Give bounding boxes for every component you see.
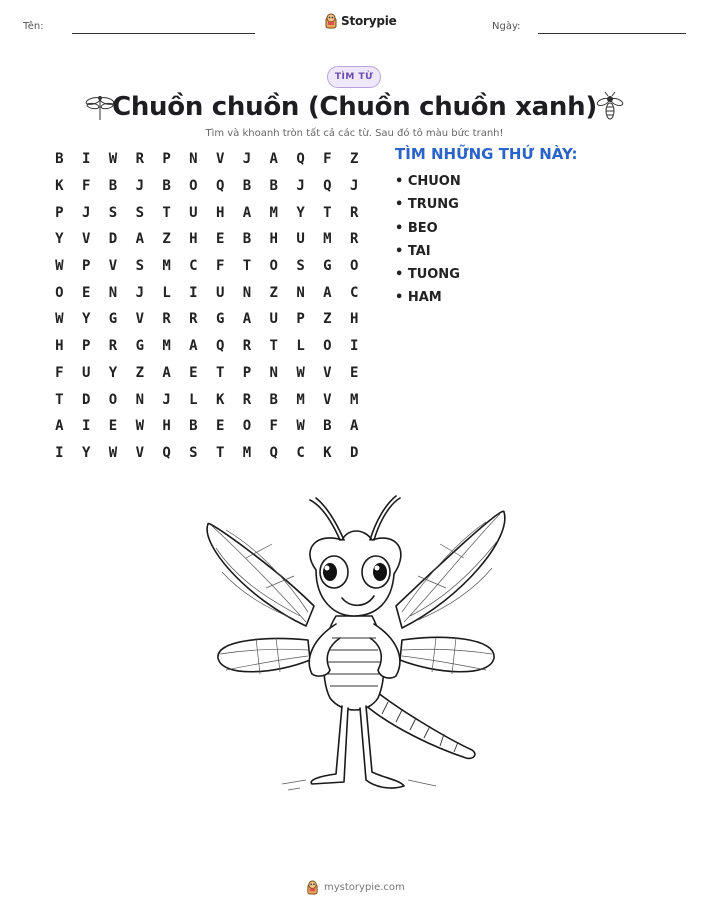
grid-cell[interactable]: C [189, 258, 198, 275]
grid-cell[interactable]: Y [81, 311, 91, 328]
grid-cell[interactable]: V [215, 151, 225, 168]
grid-cell[interactable]: F [323, 151, 332, 168]
grid-cell[interactable]: U [81, 364, 91, 381]
grid-cell[interactable]: H [55, 338, 64, 355]
grid-cell[interactable]: Q [215, 178, 225, 195]
grid-cell[interactable]: H [349, 311, 359, 328]
grid-cell[interactable]: Y [108, 364, 118, 381]
grid-cell[interactable]: I [349, 338, 359, 355]
grid-cell[interactable]: L [296, 338, 305, 355]
grid-cell[interactable]: V [108, 258, 118, 275]
grid-cell[interactable]: W [108, 151, 118, 168]
grid-cell[interactable]: Z [162, 231, 171, 248]
storypie-footer-icon [306, 880, 319, 895]
grid-cell[interactable]: Y [81, 444, 91, 461]
activity-badge: TÌM TỪ [327, 66, 381, 88]
grid-cell[interactable]: W [108, 444, 118, 461]
grid-cell[interactable]: F [81, 178, 91, 195]
grid-cell[interactable]: B [242, 231, 252, 248]
grid-cell[interactable]: A [242, 204, 252, 221]
word-list-item: • TAI [395, 243, 431, 259]
grid-cell[interactable]: E [108, 418, 118, 435]
brand-name: Storypie [341, 14, 397, 28]
grid-cell[interactable]: L [162, 284, 171, 301]
grid-cell[interactable]: O [55, 284, 64, 301]
storypie-logo-icon [324, 13, 338, 29]
grid-cell[interactable]: J [242, 151, 252, 168]
page-title: Chuồn chuồn (Chuồn chuồn xanh) [112, 92, 597, 122]
letter-grid[interactable] [46, 146, 368, 466]
grid-cell[interactable]: N [135, 391, 144, 408]
name-label: Tên: [23, 21, 44, 32]
grid-cell[interactable]: Q [215, 338, 225, 355]
grid-cell[interactable]: O [269, 258, 278, 275]
grid-cell[interactable]: V [81, 231, 91, 248]
grid-cell[interactable]: D [108, 231, 118, 248]
grid-cell[interactable]: J [349, 178, 359, 195]
grid-cell[interactable]: M [296, 391, 305, 408]
grid-cell[interactable]: B [323, 418, 332, 435]
word-list-item: • TRUNG [395, 197, 459, 213]
grid-cell[interactable]: T [215, 444, 225, 461]
grid-cell[interactable]: J [81, 204, 91, 221]
grid-cell[interactable]: I [81, 151, 91, 168]
grid-cell[interactable]: M [349, 391, 359, 408]
grid-cell[interactable]: R [108, 338, 118, 355]
grid-cell[interactable]: T [242, 258, 252, 275]
grid-cell[interactable]: K [55, 178, 64, 195]
grid-cell[interactable]: P [296, 311, 305, 328]
grid-cell[interactable]: N [108, 284, 118, 301]
grid-cell[interactable]: P [162, 151, 171, 168]
grid-cell[interactable]: Q [269, 444, 278, 461]
grid-cell[interactable]: T [162, 204, 171, 221]
grid-cell[interactable]: A [189, 338, 198, 355]
word-list-item: • CHUON [395, 174, 461, 189]
grid-cell[interactable]: A [135, 231, 144, 248]
grid-cell[interactable]: T [269, 338, 278, 355]
grid-cell[interactable]: A [269, 151, 278, 168]
grid-cell[interactable]: S [189, 444, 198, 461]
grid-cell[interactable]: D [81, 391, 91, 408]
grid-cell[interactable]: H [215, 204, 225, 221]
cartoon-dragonfly-illustration [196, 488, 514, 798]
grid-cell[interactable]: U [296, 231, 305, 248]
grid-cell[interactable]: Z [135, 364, 144, 381]
grid-cell[interactable]: S [135, 204, 144, 221]
grid-cell[interactable]: T [55, 391, 64, 408]
grid-cell[interactable]: M [162, 338, 171, 355]
grid-cell[interactable]: C [296, 444, 305, 461]
grid-cell[interactable]: J [135, 178, 144, 195]
grid-cell[interactable]: W [55, 258, 64, 275]
instructions: Tìm và khoanh tròn tất cả các từ. Sau đó tô màu bức tranh! [205, 128, 504, 139]
grid-cell[interactable]: A [55, 418, 64, 435]
grid-cell[interactable]: C [349, 284, 359, 301]
grid-cell[interactable]: Z [269, 284, 278, 301]
grid-cell[interactable]: V [323, 391, 332, 408]
grid-cell[interactable]: D [349, 444, 359, 461]
grid-cell[interactable]: Y [55, 231, 64, 248]
grid-cell[interactable]: V [323, 364, 332, 381]
date-field[interactable] [538, 33, 686, 34]
grid-cell[interactable]: R [189, 311, 198, 328]
grid-cell[interactable]: A [349, 418, 359, 435]
grid-cell[interactable]: F [269, 418, 278, 435]
grid-cell[interactable]: P [242, 364, 252, 381]
grid-cell[interactable]: N [296, 284, 305, 301]
grid-cell[interactable]: H [189, 231, 198, 248]
grid-cell[interactable]: R [135, 151, 144, 168]
grid-cell[interactable]: U [269, 311, 278, 328]
grid-cell[interactable]: M [323, 231, 332, 248]
date-label: Ngày: [492, 21, 521, 32]
grid-cell[interactable]: T [215, 364, 225, 381]
grid-cell[interactable]: R [242, 338, 252, 355]
grid-cell[interactable]: N [189, 151, 198, 168]
grid-cell[interactable]: W [296, 364, 305, 381]
word-list-item: • HAM [395, 290, 442, 306]
grid-cell[interactable]: E [81, 284, 91, 301]
grid-cell[interactable]: O [189, 178, 198, 195]
grid-cell[interactable]: R [349, 231, 359, 248]
grid-cell[interactable]: S [108, 204, 118, 221]
grid-cell[interactable]: I [55, 444, 64, 461]
grid-cell[interactable]: A [242, 311, 252, 328]
word-list-title: TÌM NHỮNG THỨ NÀY: [395, 145, 578, 163]
grid-cell[interactable]: M [269, 204, 278, 221]
grid-cell[interactable]: S [296, 258, 305, 275]
grid-cell[interactable]: Q [323, 178, 332, 195]
grid-cell[interactable]: V [135, 444, 144, 461]
grid-cell[interactable]: W [296, 418, 305, 435]
grid-cell[interactable]: V [135, 311, 144, 328]
footer [306, 880, 405, 895]
grid-cell[interactable]: K [323, 444, 332, 461]
grid-cell[interactable]: E [215, 418, 225, 435]
grid-cell[interactable]: H [162, 418, 171, 435]
grid-cell[interactable]: S [135, 258, 144, 275]
footer-url[interactable]: mystorypie.com [324, 882, 405, 893]
grid-cell[interactable]: O [242, 418, 252, 435]
grid-cell[interactable]: I [189, 284, 198, 301]
grid-cell[interactable]: J [162, 391, 171, 408]
grid-cell[interactable]: O [349, 258, 359, 275]
grid-cell[interactable]: P [81, 338, 91, 355]
grid-cell[interactable]: P [81, 258, 91, 275]
grid-cell[interactable]: B [162, 178, 171, 195]
grid-cell[interactable]: G [323, 258, 332, 275]
grid-cell[interactable]: O [108, 391, 118, 408]
grid-cell[interactable]: Z [323, 311, 332, 328]
grid-cell[interactable]: W [135, 418, 144, 435]
grid-cell[interactable]: R [162, 311, 171, 328]
grid-cell[interactable]: B [269, 391, 278, 408]
grid-cell[interactable]: J [135, 284, 144, 301]
grid-cell[interactable]: B [189, 418, 198, 435]
grid-cell[interactable]: K [215, 391, 225, 408]
grid-cell[interactable]: N [269, 364, 278, 381]
grid-cell[interactable]: Y [296, 204, 305, 221]
grid-cell[interactable]: A [162, 364, 171, 381]
grid-cell[interactable]: M [242, 444, 252, 461]
grid-cell[interactable]: E [215, 231, 225, 248]
grid-cell[interactable]: Z [349, 151, 359, 168]
word-list [395, 170, 461, 310]
grid-cell[interactable]: G [215, 311, 225, 328]
bug-icon [596, 91, 624, 123]
grid-cell[interactable]: U [189, 204, 198, 221]
grid-cell[interactable]: T [323, 204, 332, 221]
grid-cell[interactable]: R [242, 391, 252, 408]
grid-cell[interactable]: G [108, 311, 118, 328]
grid-cell[interactable]: F [55, 364, 64, 381]
grid-cell[interactable]: W [55, 311, 64, 328]
grid-cell[interactable]: M [162, 258, 171, 275]
grid-cell[interactable]: B [269, 178, 278, 195]
grid-cell[interactable]: Q [162, 444, 171, 461]
grid-cell[interactable]: J [296, 178, 305, 195]
grid-cell[interactable]: G [135, 338, 144, 355]
grid-cell[interactable]: B [242, 178, 252, 195]
grid-cell[interactable]: L [189, 391, 198, 408]
grid-cell[interactable]: E [189, 364, 198, 381]
grid-cell[interactable]: I [81, 418, 91, 435]
grid-cell[interactable]: U [215, 284, 225, 301]
grid-cell[interactable]: A [323, 284, 332, 301]
brand-logo [324, 13, 397, 29]
grid-cell[interactable]: R [349, 204, 359, 221]
word-list-item: • TUONG [395, 267, 460, 283]
grid-cell[interactable]: H [269, 231, 278, 248]
grid-cell[interactable]: B [55, 151, 64, 168]
grid-cell[interactable]: E [349, 364, 359, 381]
grid-cell[interactable]: P [55, 204, 64, 221]
grid-cell[interactable]: Q [296, 151, 305, 168]
grid-cell[interactable]: N [242, 284, 252, 301]
grid-cell[interactable]: B [108, 178, 118, 195]
grid-cell[interactable]: F [215, 258, 225, 275]
word-list-item: • BEO [395, 220, 438, 236]
grid-cell[interactable]: O [323, 338, 332, 355]
name-field[interactable] [72, 33, 255, 34]
